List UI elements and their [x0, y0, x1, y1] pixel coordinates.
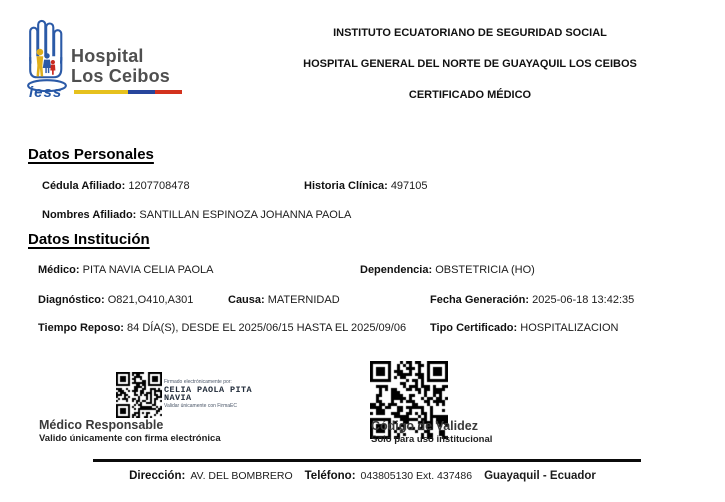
flag-yellow-segment — [74, 90, 128, 94]
field-historia-clinica — [304, 180, 428, 192]
signature-validar-note: Validar únicamente con FirmaEC — [164, 403, 237, 409]
iess-wordmark: iess — [29, 84, 63, 101]
telefono-value: 043805130 Ext. 437486 — [360, 470, 473, 482]
header-institute-line: INSTITUTO ECUATORIANO DE SEGURIDAD SOCIAL — [333, 27, 607, 39]
historia-value: 497105 — [390, 180, 428, 192]
field-dependencia — [360, 264, 535, 276]
header-certificate-title: CERTIFICADO MÉDICO — [408, 89, 532, 101]
field-diagnostico — [38, 294, 193, 306]
field-tipo-certificado — [430, 322, 618, 334]
tipo-label: Tipo Certificado: — [430, 322, 518, 334]
reposo-label: Tiempo Reposo: — [38, 322, 124, 334]
section-title-datos-institucion: Datos Institución — [28, 231, 150, 248]
tipo-value: HOSPITALIZACION — [520, 322, 619, 334]
codigo-validez-caption: Código de Validez — [371, 419, 478, 433]
signature-doctor-name: CELIA PAOLA PITA NAVIA — [164, 385, 253, 403]
fecha-label: Fecha Generación: — [430, 294, 530, 306]
nombres-value: SANTILLAN ESPINOZA JOHANNA PAOLA — [139, 209, 352, 221]
field-tiempo-reposo — [38, 322, 406, 334]
codigo-validez-subcaption: Solo para uso institucional — [371, 434, 493, 445]
diagnostico-label: Diagnóstico: — [38, 294, 105, 306]
medico-responsable-subcaption: Valido únicamente con firma electrónica — [39, 433, 221, 444]
field-causa — [228, 294, 340, 306]
document-header — [228, 24, 712, 108]
field-fecha-generacion — [430, 294, 634, 306]
field-nombres-afiliado — [42, 209, 351, 221]
medico-label: Médico: — [38, 264, 80, 276]
footer-city: Guayaquil - Ecuador — [484, 470, 596, 482]
direccion-value: AV. DEL BOMBRERO — [190, 470, 293, 482]
logo-hospital-line1: Hospital — [71, 46, 144, 66]
logo-hospital-line2: Los Ceibos — [71, 66, 171, 86]
causa-label: Causa: — [228, 294, 265, 306]
cedula-value: 1207708478 — [128, 180, 190, 192]
header-hospital-line: HOSPITAL GENERAL DEL NORTE DE GUAYAQUIL LOS CEIBOS — [303, 58, 637, 70]
diagnostico-value: O821,O410,A301 — [107, 294, 194, 306]
cedula-label: Cédula Afiliado: — [42, 180, 126, 192]
medico-responsable-caption: Médico Responsable — [39, 418, 164, 432]
telefono-label: Teléfono: — [304, 470, 356, 482]
direccion-label: Dirección: — [129, 470, 186, 482]
footer-divider — [93, 459, 641, 462]
signature-firmado-por: Firmado electrónicamente por: — [164, 379, 232, 385]
historia-label: Historia Clínica: — [304, 180, 388, 192]
section-title-datos-personales: Datos Personales — [28, 146, 154, 163]
field-medico — [38, 264, 213, 276]
flag-blue-segment — [128, 90, 155, 94]
signature-qr-code — [116, 372, 162, 418]
reposo-value: 84 DÍA(S), DESDE EL 2025/06/15 HASTA EL 2025/09/06 — [127, 322, 407, 334]
field-cedula-afiliado — [42, 180, 190, 192]
medico-value: PITA NAVIA CELIA PAOLA — [82, 264, 214, 276]
footer-contact-line — [0, 470, 725, 482]
dependencia-value: OBSTETRICIA (HO) — [435, 264, 535, 276]
dependencia-label: Dependencia: — [360, 264, 433, 276]
ecuador-flag-stripe — [74, 90, 182, 94]
nombres-label: Nombres Afiliado: — [42, 209, 137, 221]
flag-red-segment — [155, 90, 182, 94]
fecha-value: 2025-06-18 13:42:35 — [532, 294, 635, 306]
signature-stamp-text — [164, 379, 266, 409]
causa-value: MATERNIDAD — [267, 294, 340, 306]
logo-hospital-name — [71, 46, 170, 86]
